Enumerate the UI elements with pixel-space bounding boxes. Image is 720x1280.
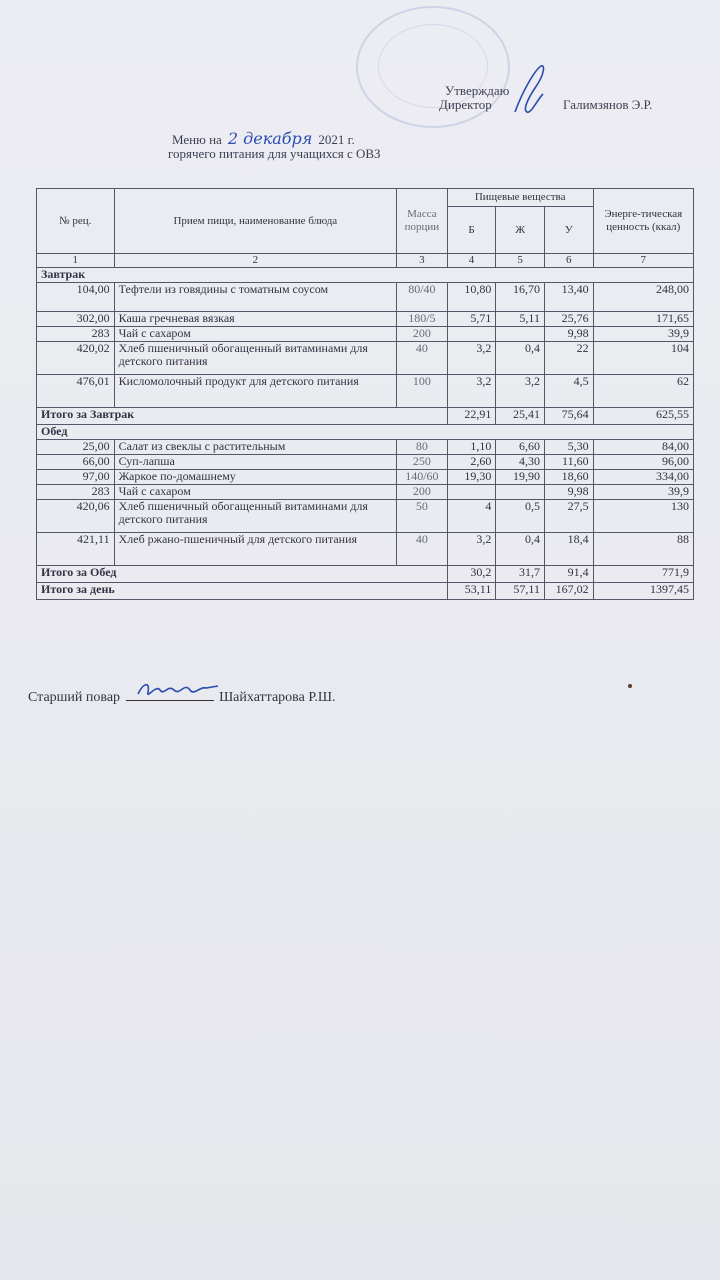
row-mass: 80/40 [397, 283, 448, 312]
table-row [37, 375, 694, 408]
row-energy: 248,00 [593, 283, 693, 312]
row-b: 4 [447, 500, 496, 533]
index-cell: 4 [447, 254, 496, 268]
index-row [37, 254, 694, 268]
row-name: Салат из свеклы с растительным [114, 440, 396, 455]
row-mass: 100 [397, 375, 448, 408]
total-row-lunch [37, 566, 694, 583]
row-energy: 88 [593, 533, 693, 566]
row-name: Кисломолочный продукт для детского питания [114, 375, 396, 408]
row-name: Суп-лапша [114, 455, 396, 470]
row-b: 3,2 [447, 375, 496, 408]
cook-signature-icon [134, 676, 224, 706]
section-title: Завтрак [37, 268, 694, 283]
index-cell: 6 [544, 254, 593, 268]
total-b: 30,2 [447, 566, 496, 583]
total-energy: 625,55 [593, 408, 693, 425]
row-u: 18,60 [544, 470, 593, 485]
row-mass: 140/60 [397, 470, 448, 485]
row-zh [496, 485, 545, 500]
total-zh: 31,7 [496, 566, 545, 583]
row-name: Чай с сахаром [114, 485, 396, 500]
row-u: 25,76 [544, 312, 593, 327]
row-b [447, 485, 496, 500]
header-nutrients: Пищевые вещества [447, 189, 593, 207]
row-zh: 0,5 [496, 500, 545, 533]
row-zh: 6,60 [496, 440, 545, 455]
table-row [37, 283, 694, 312]
row-zh: 19,90 [496, 470, 545, 485]
section-row-lunch [37, 425, 694, 440]
table-row [37, 455, 694, 470]
row-num: 104,00 [37, 283, 115, 312]
row-zh: 0,4 [496, 342, 545, 375]
row-num: 66,00 [37, 455, 115, 470]
row-name: Каша гречневая вязкая [114, 312, 396, 327]
header-u: У [544, 207, 593, 254]
row-mass: 200 [397, 327, 448, 342]
row-b: 10,80 [447, 283, 496, 312]
row-mass: 250 [397, 455, 448, 470]
index-cell: 5 [496, 254, 545, 268]
handwritten-date: 2 декабря [227, 129, 313, 148]
row-name: Хлеб пшеничный обогащенный витаминами для детского питания [114, 500, 396, 533]
director-label: Директор [439, 97, 492, 112]
row-name: Хлеб ржано-пшеничный для детского питания [114, 533, 396, 566]
director-signature-icon [505, 60, 555, 120]
row-zh: 3,2 [496, 375, 545, 408]
row-mass: 200 [397, 485, 448, 500]
approve-label: Утверждаю [445, 83, 510, 98]
row-zh [496, 327, 545, 342]
row-name: Жаркое по-домашнему [114, 470, 396, 485]
total-zh: 57,11 [496, 583, 545, 600]
row-mass: 50 [397, 500, 448, 533]
index-cell: 2 [114, 254, 396, 268]
row-b: 1,10 [447, 440, 496, 455]
row-zh: 5,11 [496, 312, 545, 327]
total-energy: 1397,45 [593, 583, 693, 600]
header-b: Б [447, 207, 496, 254]
header-name: Прием пищи, наименование блюда [114, 189, 396, 254]
total-label: Итого за Завтрак [37, 408, 448, 425]
total-u: 75,64 [544, 408, 593, 425]
row-energy: 39,9 [593, 327, 693, 342]
row-energy: 334,00 [593, 470, 693, 485]
row-b: 3,2 [447, 533, 496, 566]
total-b: 22,91 [447, 408, 496, 425]
table-row [37, 312, 694, 327]
row-u: 11,60 [544, 455, 593, 470]
header-energy: Энерге-тическая ценность (ккал) [593, 189, 693, 254]
row-energy: 171,65 [593, 312, 693, 327]
row-zh: 16,70 [496, 283, 545, 312]
table-row [37, 327, 694, 342]
title-prefix: Меню на [172, 132, 222, 147]
row-energy: 96,00 [593, 455, 693, 470]
row-energy: 84,00 [593, 440, 693, 455]
row-num: 283 [37, 485, 115, 500]
row-energy: 39,9 [593, 485, 693, 500]
row-u: 4,5 [544, 375, 593, 408]
total-row-day [37, 583, 694, 600]
row-u: 9,98 [544, 327, 593, 342]
row-zh: 4,30 [496, 455, 545, 470]
title-subtitle: горячего питания для учащихся с ОВЗ [168, 146, 381, 161]
row-energy: 62 [593, 375, 693, 408]
row-u: 27,5 [544, 500, 593, 533]
row-u: 13,40 [544, 283, 593, 312]
table-row [37, 440, 694, 455]
row-u: 5,30 [544, 440, 593, 455]
header-mass: Масса порции [397, 189, 448, 254]
row-b: 2,60 [447, 455, 496, 470]
total-label: Итого за день [37, 583, 448, 600]
total-energy: 771,9 [593, 566, 693, 583]
cook-name: Шайхаттарова Р.Ш. [219, 690, 336, 705]
row-mass: 180/5 [397, 312, 448, 327]
row-num: 420,02 [37, 342, 115, 375]
row-num: 25,00 [37, 440, 115, 455]
total-u: 91,4 [544, 566, 593, 583]
total-b: 53,11 [447, 583, 496, 600]
table-row [37, 342, 694, 375]
row-energy: 104 [593, 342, 693, 375]
total-zh: 25,41 [496, 408, 545, 425]
total-u: 167,02 [544, 583, 593, 600]
row-b [447, 327, 496, 342]
director-name: Галимзянов Э.Р. [563, 97, 653, 112]
row-name: Хлеб пшеничный обогащенный витаминами для детского питания [114, 342, 396, 375]
section-title: Обед [37, 425, 694, 440]
cook-role: Старший повар [28, 690, 121, 705]
row-num: 421,11 [37, 533, 115, 566]
row-mass: 40 [397, 342, 448, 375]
table-row [37, 500, 694, 533]
total-row-breakfast [37, 408, 694, 425]
row-num: 420,06 [37, 500, 115, 533]
row-u: 18,4 [544, 533, 593, 566]
title-year: 2021 г. [318, 132, 355, 147]
approval-block [439, 83, 653, 112]
row-mass: 80 [397, 440, 448, 455]
row-num: 97,00 [37, 470, 115, 485]
header-row [37, 189, 694, 207]
table-row [37, 533, 694, 566]
row-zh: 0,4 [496, 533, 545, 566]
row-name: Чай с сахаром [114, 327, 396, 342]
menu-title [168, 129, 381, 161]
row-b: 5,71 [447, 312, 496, 327]
table-row [37, 485, 694, 500]
row-energy: 130 [593, 500, 693, 533]
row-u: 22 [544, 342, 593, 375]
header-zh: Ж [496, 207, 545, 254]
index-cell: 7 [593, 254, 693, 268]
row-u: 9,98 [544, 485, 593, 500]
header-num: № рец. [37, 189, 115, 254]
index-cell: 3 [397, 254, 448, 268]
table-row [37, 470, 694, 485]
row-num: 283 [37, 327, 115, 342]
index-cell: 1 [37, 254, 115, 268]
menu-table [36, 188, 694, 600]
row-b: 3,2 [447, 342, 496, 375]
row-num: 302,00 [37, 312, 115, 327]
row-b: 19,30 [447, 470, 496, 485]
total-label: Итого за Обед [37, 566, 448, 583]
row-name: Тефтели из говядины с томатным соусом [114, 283, 396, 312]
row-num: 476,01 [37, 375, 115, 408]
row-mass: 40 [397, 533, 448, 566]
section-row-breakfast [37, 268, 694, 283]
ink-dot [628, 684, 632, 688]
